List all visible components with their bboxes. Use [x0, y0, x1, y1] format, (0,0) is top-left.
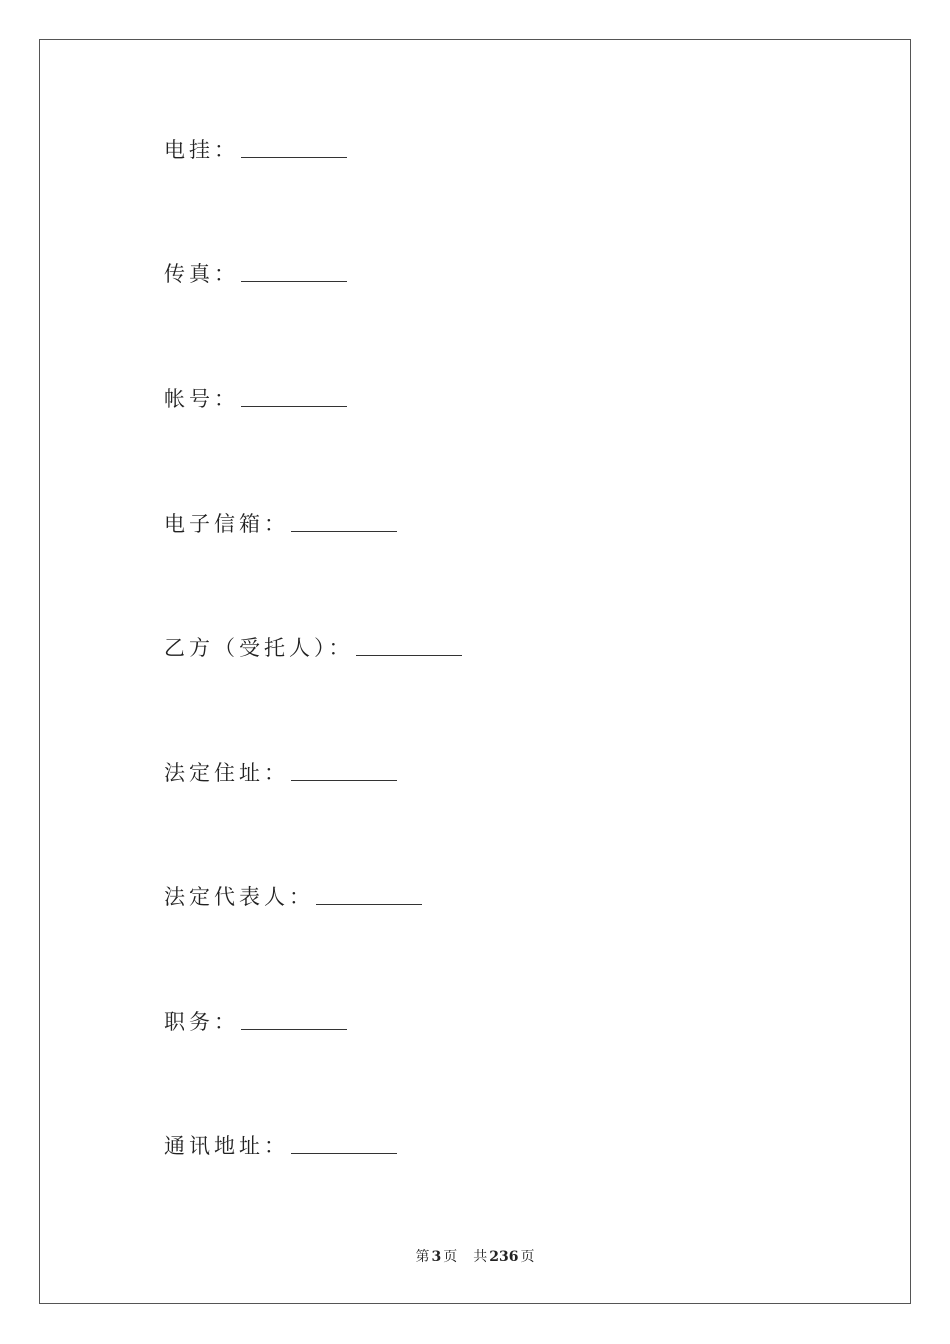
field-blank-line [241, 386, 347, 407]
field-telegraph [164, 136, 347, 164]
field-mailing-address [164, 1132, 397, 1160]
field-blank-line [316, 884, 422, 905]
total-prefix: 共 [473, 1249, 488, 1265]
field-position [164, 1008, 347, 1036]
page-number: 3 [431, 1249, 442, 1265]
field-blank-line [356, 635, 462, 656]
total-suffix: 页 [520, 1249, 535, 1265]
field-label: 乙方（受托人）： [164, 636, 354, 660]
field-label: 职务： [164, 1010, 239, 1034]
field-label: 电子信箱： [164, 512, 289, 536]
field-label: 法定住址： [164, 761, 289, 785]
total-pages: 236 [489, 1249, 519, 1265]
field-label: 法定代表人： [164, 885, 314, 909]
field-blank-line [241, 261, 347, 282]
field-label: 帐号： [164, 387, 239, 411]
page-footer [0, 1246, 950, 1266]
field-blank-line [291, 511, 397, 532]
page-suffix: 页 [443, 1249, 458, 1265]
page-prefix: 第 [415, 1249, 430, 1265]
field-label: 传真： [164, 262, 239, 286]
field-blank-line [291, 1133, 397, 1154]
field-blank-line [291, 760, 397, 781]
field-party-b [164, 634, 462, 662]
field-fax [164, 260, 347, 288]
field-blank-line [241, 137, 347, 158]
field-email [164, 510, 397, 538]
field-label: 通讯地址： [164, 1134, 289, 1158]
field-blank-line [241, 1009, 347, 1030]
field-label: 电挂： [164, 138, 239, 162]
page-frame [39, 39, 911, 1304]
field-account [164, 385, 347, 413]
field-legal-address [164, 759, 397, 787]
field-legal-representative [164, 883, 422, 911]
